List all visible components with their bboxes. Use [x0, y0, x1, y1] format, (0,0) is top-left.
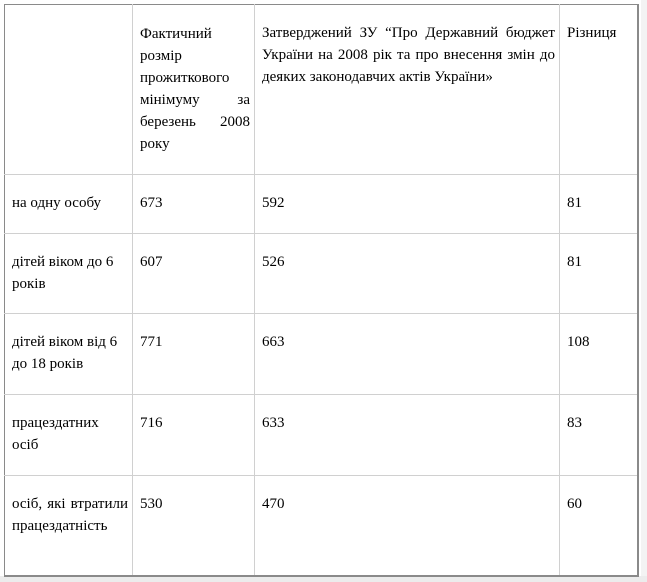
row-approved: 526	[255, 234, 560, 314]
table-row	[5, 234, 638, 314]
row-approved: 633	[255, 395, 560, 476]
row-category: працездатних осіб	[5, 395, 133, 476]
row-category: дітей віком від 6 до 18 років	[5, 314, 133, 395]
header-actual: Фактичний розмір прожиткового мінімуму за березень 2008 року	[133, 5, 255, 175]
row-difference: 108	[560, 314, 638, 395]
header-difference: Різниця	[560, 5, 638, 175]
subsistence-minimum-table	[4, 4, 639, 577]
row-approved: 592	[255, 175, 560, 234]
row-category: осіб, які втратили працездатність	[5, 476, 133, 577]
table-row	[5, 314, 638, 395]
row-category: дітей віком до 6 років	[5, 234, 133, 314]
table-row	[5, 476, 638, 577]
row-category: на одну особу	[5, 175, 133, 234]
row-difference: 83	[560, 395, 638, 476]
row-difference: 60	[560, 476, 638, 577]
header-category	[5, 5, 133, 175]
page-right-edge	[641, 0, 647, 582]
row-actual: 716	[133, 395, 255, 476]
row-difference: 81	[560, 175, 638, 234]
row-difference: 81	[560, 234, 638, 314]
table-row	[5, 395, 638, 476]
row-approved: 470	[255, 476, 560, 577]
table-row	[5, 175, 638, 234]
row-actual: 673	[133, 175, 255, 234]
row-actual: 771	[133, 314, 255, 395]
header-approved: Затверджений ЗУ “Про Державний бюджет України на 2008 рік та про внесення змін до деяких законодавчих актів України»	[255, 5, 560, 175]
row-approved: 663	[255, 314, 560, 395]
table-header-row	[5, 5, 638, 175]
row-actual: 530	[133, 476, 255, 577]
row-actual: 607	[133, 234, 255, 314]
